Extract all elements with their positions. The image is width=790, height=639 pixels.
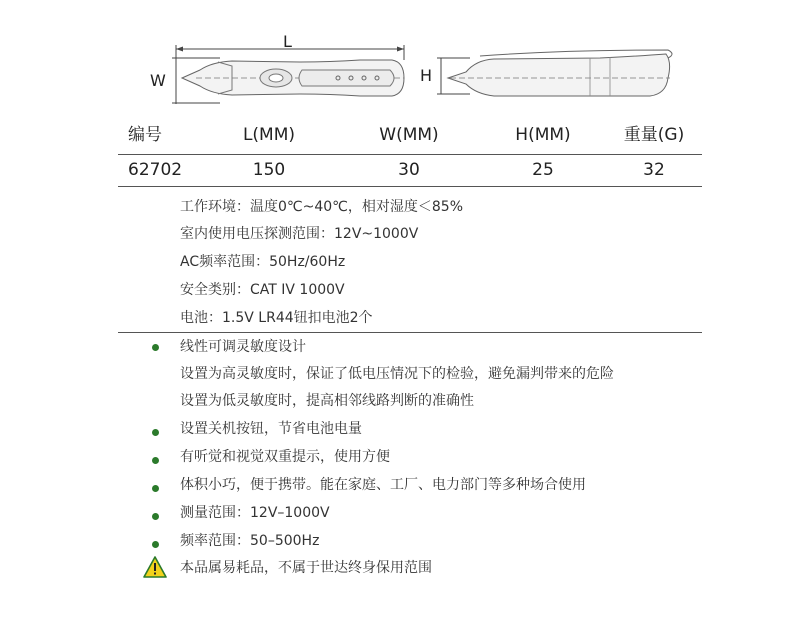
cell-width: 30: [398, 160, 420, 180]
warning-text: 本品属易耗品，不属于世达终身保用范围: [180, 560, 432, 576]
table-header-row: [118, 120, 702, 150]
cell-weight: 32: [643, 160, 665, 180]
product-dimension-diagram: [0, 0, 790, 110]
bullet-icon: [152, 457, 159, 464]
cell-code: 62702: [128, 160, 183, 180]
bullet-icon: [152, 485, 159, 492]
cell-height: 25: [532, 160, 554, 180]
header-length: L(MM): [242, 125, 296, 145]
table-bottom-rule: [118, 186, 702, 187]
bullet-icon: [152, 344, 159, 351]
feature-title: 有听觉和视觉双重提示，使用方便: [180, 449, 390, 465]
header-width: W(MM): [379, 125, 439, 145]
feature-title: 频率范围：50–500Hz: [180, 533, 320, 549]
warning-icon: [143, 556, 167, 578]
height-label: H: [420, 66, 433, 85]
header-weight: 重量(G): [623, 125, 685, 145]
env-line-battery: 电池：1.5V LR44钮扣电池2个: [180, 310, 373, 326]
header-code: 编号: [128, 125, 162, 145]
feature-sub: 设置为高灵敏度时，保证了低电压情况下的检验，避免漏判带来的危险: [180, 366, 614, 382]
table-row: [118, 155, 702, 185]
width-label: W: [150, 71, 166, 90]
env-line-operating: 工作环境：温度0℃~40℃，相对湿度＜85%: [180, 199, 464, 215]
feature-title: 测量范围：12V–1000V: [180, 505, 330, 521]
spec-table: [118, 120, 702, 185]
length-label: L: [283, 32, 292, 51]
table-divider: [118, 154, 702, 155]
env-line-category: 安全类别：CAT IV 1000V: [180, 282, 345, 298]
header-height: H(MM): [515, 125, 571, 145]
feature-title: 体积小巧，便于携带。能在家庭、工厂、电力部门等多种场合使用: [180, 477, 586, 493]
bullet-icon: [152, 429, 159, 436]
section-divider: [118, 332, 702, 333]
tester-drawing: [0, 0, 790, 110]
env-line-voltage: 室内使用电压探测范围：12V~1000V: [180, 226, 419, 242]
feature-title: 设置关机按钮，节省电池电量: [180, 421, 362, 437]
cell-length: 150: [252, 160, 286, 180]
bullet-icon: [152, 513, 159, 520]
env-line-frequency: AC频率范围：50Hz/60Hz: [180, 254, 346, 270]
feature-sub: 设置为低灵敏度时，提高相邻线路判断的准确性: [180, 393, 474, 409]
feature-title: 线性可调灵敏度设计: [180, 339, 306, 355]
bullet-icon: [152, 541, 159, 548]
